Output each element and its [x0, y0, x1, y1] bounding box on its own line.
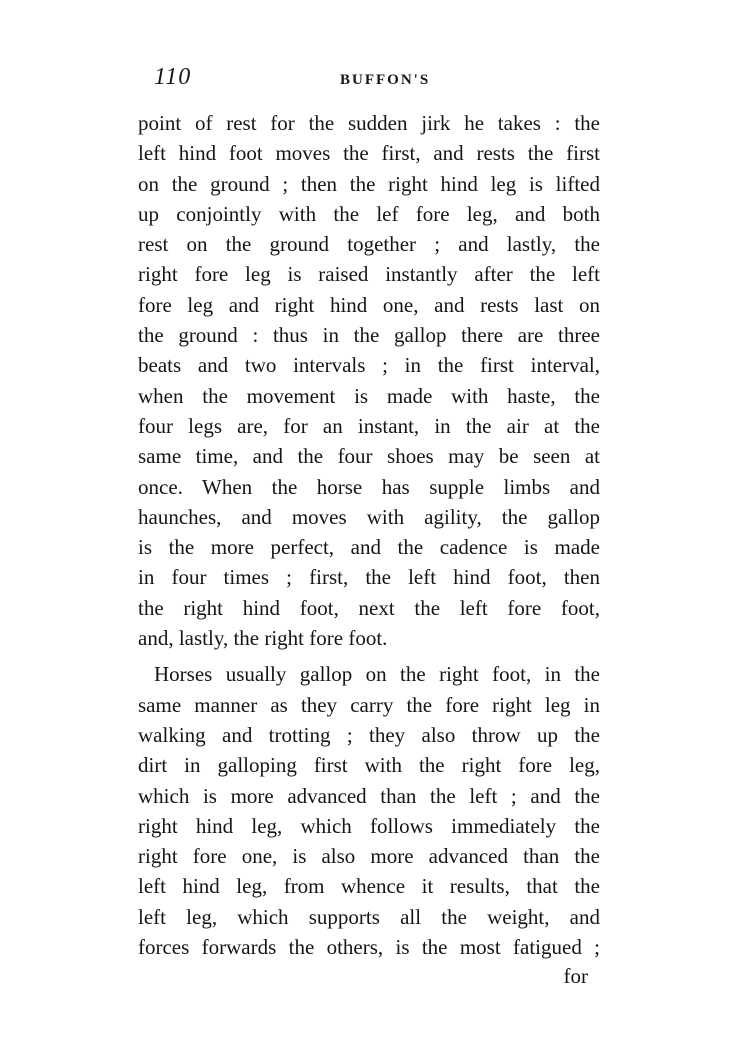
text-line: fore leg and right hind one, and rests last on: [138, 292, 600, 317]
text-line: left hind foot moves the first, and rests the first: [138, 141, 600, 166]
text-line: four legs are, for an instant, in the air at the: [138, 413, 600, 438]
text-line: forces forwards the others, is the most fatigued ;: [138, 935, 600, 960]
page-number: 110: [154, 64, 192, 90]
page-header: [140, 64, 600, 104]
text-line: is the more perfect, and the cadence is made: [138, 535, 600, 560]
text-line: point of rest for the sudden jirk he takes : the: [138, 111, 600, 135]
text-line: the ground : thus in the gallop there are three: [138, 323, 600, 348]
text-line: when the movement is made with haste, the: [138, 383, 600, 408]
text-line: same manner as they carry the fore right leg in: [138, 692, 600, 717]
paragraph-2: [138, 659, 600, 962]
text-line: on the ground ; then the right hind leg is lifted: [138, 171, 600, 196]
body-text: [138, 108, 600, 962]
text-line: dirt in galloping first with the right fore leg,: [138, 753, 600, 778]
text-line: same time, and the four shoes may be seen at: [138, 444, 600, 469]
text-line: right fore one, is also more advanced than the: [138, 844, 600, 869]
text-line: right hind leg, which follows immediately the: [138, 813, 600, 838]
text-line: beats and two intervals ; in the first interval,: [138, 353, 600, 378]
text-line: right fore leg is raised instantly after the left: [138, 262, 600, 287]
text-line: left leg, which supports all the weight, and: [138, 904, 600, 929]
text-line: which is more advanced than the left ; and the: [138, 783, 600, 808]
text-line: walking and trotting ; they also throw up the: [138, 722, 600, 747]
running-head: BUFFON'S: [340, 72, 431, 88]
text-line: Horses usually gallop on the right foot, in the: [154, 662, 600, 687]
text-line: left hind leg, from whence it results, that the: [138, 874, 600, 899]
text-line: and, lastly, the right fore foot.: [138, 626, 388, 651]
paragraph-1: [138, 108, 600, 653]
text-line: once. When the horse has supple limbs and: [138, 474, 600, 499]
catchword: for: [563, 964, 588, 988]
text-line: haunches, and moves with agility, the gallop: [138, 504, 600, 529]
text-line: rest on the ground together ; and lastly, the: [138, 232, 600, 257]
text-line: the right hind foot, next the left fore foot,: [138, 595, 600, 620]
text-line: in four times ; first, the left hind foot, then: [138, 565, 600, 590]
text-line: up conjointly with the lef fore leg, and both: [138, 201, 600, 226]
